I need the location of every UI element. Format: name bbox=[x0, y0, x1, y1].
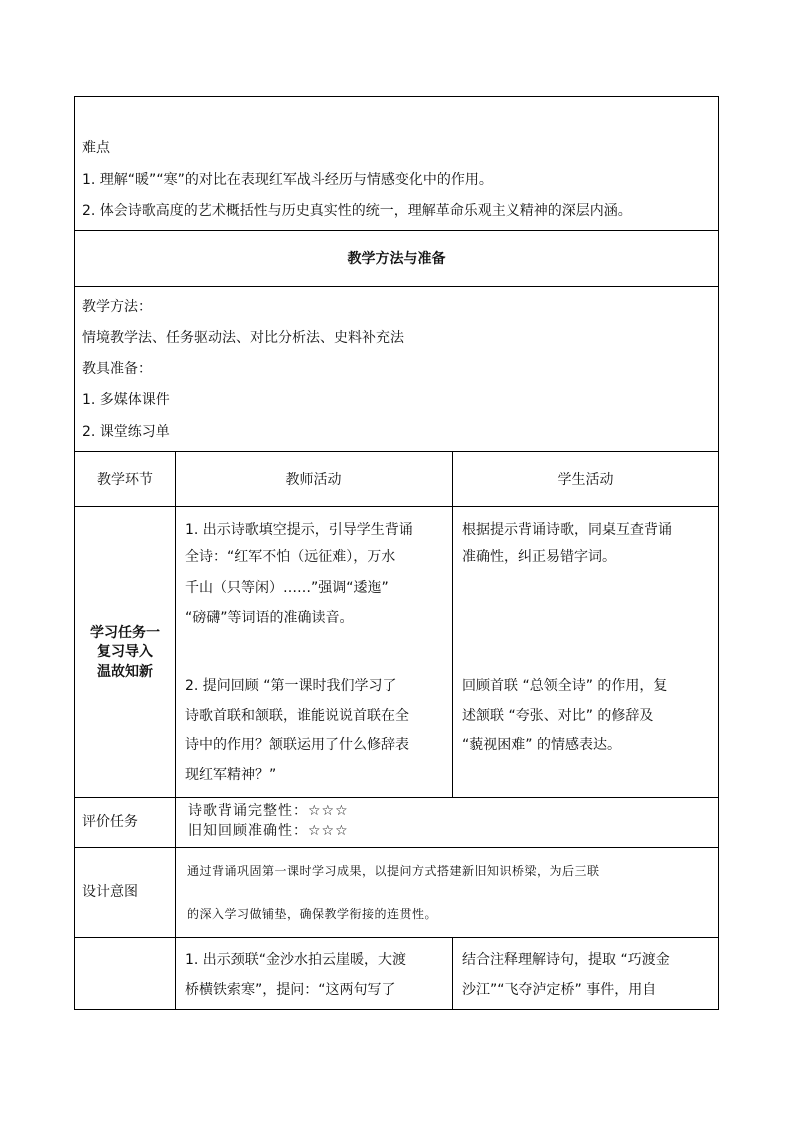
tools-item: 2. 课堂练习单 bbox=[82, 424, 170, 440]
tools-item: 1. 多媒体课件 bbox=[82, 392, 170, 408]
task1-teacher-line: 现红军精神？” bbox=[185, 767, 277, 783]
tools-label: 教具准备： bbox=[82, 361, 152, 377]
task1-name: 温故知新 bbox=[97, 664, 153, 680]
task1-student-line: 根据提示背诵诗歌，同桌互查背诵 bbox=[462, 522, 672, 538]
rule-after-difficulty bbox=[74, 230, 719, 231]
task1-teacher-line: 1. 出示诗歌填空提示，引导学生背诵 bbox=[185, 522, 413, 538]
task1-student-line: 准确性，纠正易错字词。 bbox=[462, 549, 616, 565]
difficulty-heading: 难点 bbox=[82, 140, 110, 156]
methods-label: 教学方法： bbox=[82, 299, 152, 315]
task2-teacher-line: 桥横铁索寒”，提问：“这两句写了 bbox=[185, 982, 396, 998]
task1-teacher-line: “磅礴”等词语的准确读音。 bbox=[185, 610, 354, 626]
header-stage: 教学环节 bbox=[97, 472, 153, 488]
methods-section-title: 教学方法与准备 bbox=[347, 251, 446, 267]
col-divider-2 bbox=[452, 451, 453, 797]
col-divider-2b bbox=[452, 937, 453, 1010]
task1-student-line: “藐视困难” 的情感表达。 bbox=[462, 737, 621, 753]
evaluation-line: 旧知回顾准确性：☆☆☆ bbox=[188, 823, 349, 839]
header-student: 学生活动 bbox=[557, 472, 614, 488]
task2-student-line: 沙江”“飞夺泸定桥” 事件，用自 bbox=[462, 982, 657, 998]
task1-name: 学习任务一 bbox=[90, 625, 160, 641]
rule-after-methods-title bbox=[74, 286, 719, 287]
task1-student-line: 述颔联 “夸张、对比” 的修辞及 bbox=[462, 708, 654, 724]
evaluation-line: 诗歌背诵完整性：☆☆☆ bbox=[188, 803, 349, 819]
difficulty-item: 2. 体会诗歌高度的艺术概括性与历史真实性的统一，理解革命乐观主义精神的深层内涵。 bbox=[82, 203, 632, 219]
rule-after-task1 bbox=[74, 797, 719, 798]
task2-student-line: 结合注释理解诗句，提取 “巧渡金 bbox=[462, 952, 670, 968]
task1-name: 复习导入 bbox=[97, 644, 153, 660]
design-line: 通过背诵巩固第一课时学习成果，以提问方式搭建新旧知识桥梁，为后三联 bbox=[187, 864, 600, 878]
difficulty-item: 1. 理解“暖”“寒”的对比在表现红军战斗经历与情感变化中的作用。 bbox=[82, 172, 493, 188]
task1-teacher-line: 千山（只等闲）……”强调“逶迤” bbox=[185, 580, 389, 596]
design-line: 的深入学习做铺垫，确保教学衔接的连贯性。 bbox=[187, 907, 438, 921]
task1-teacher-line: 2. 提问回顾 “第一课时我们学习了 bbox=[185, 678, 397, 694]
task2-teacher-line: 1. 出示颈联“金沙水拍云崖暖，大渡 bbox=[185, 952, 407, 968]
task1-student-line: 回顾首联 “总领全诗” 的作用，复 bbox=[462, 678, 668, 694]
rule-after-design bbox=[74, 937, 719, 938]
methods-text: 情境教学法、任务驱动法、对比分析法、史料补充法 bbox=[82, 330, 404, 346]
task1-teacher-line: 全诗：“红军不怕（远征难），万水 bbox=[185, 549, 396, 565]
rule-after-evaluation bbox=[74, 847, 719, 848]
design-label: 设计意图 bbox=[82, 884, 138, 900]
rule-after-methods bbox=[74, 451, 719, 452]
rule-after-headers bbox=[74, 506, 719, 507]
col-divider-1b bbox=[175, 797, 176, 1010]
evaluation-label: 评价任务 bbox=[82, 814, 138, 830]
header-teacher: 教师活动 bbox=[285, 472, 342, 488]
task1-teacher-line: 诗中的作用？颔联运用了什么修辞表 bbox=[185, 737, 409, 753]
task1-teacher-line: 诗歌首联和颔联，谁能说说首联在全 bbox=[185, 708, 409, 724]
